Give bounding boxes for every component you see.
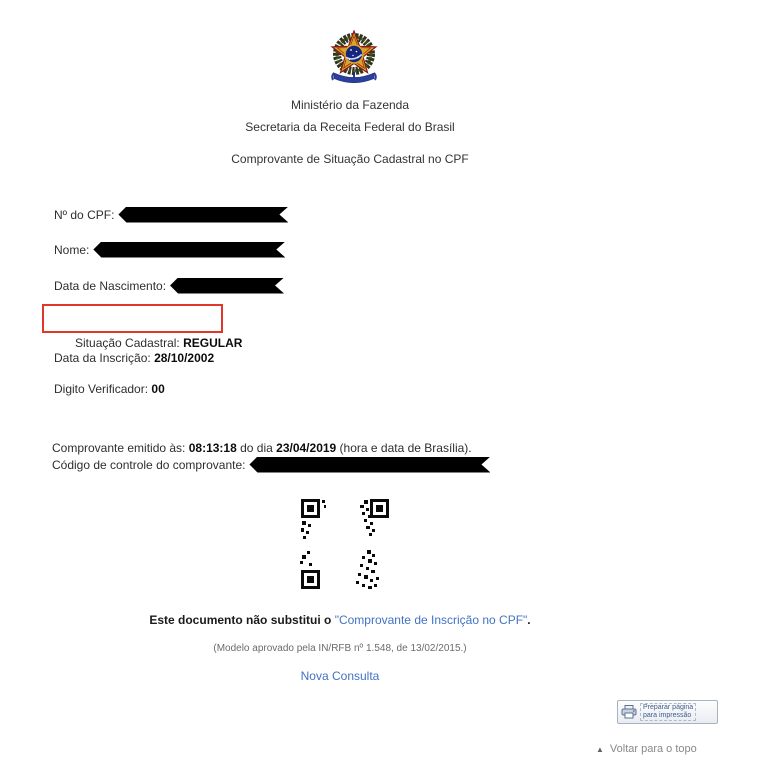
nome-label: Nome: <box>54 242 90 257</box>
field-data-nascimento <box>54 277 284 294</box>
emission-suffix: (hora e data de Brasília). <box>336 440 472 455</box>
qr-code <box>294 493 396 597</box>
nova-consulta-link[interactable]: Nova Consulta <box>300 669 380 683</box>
arrow-up-icon: ▲ <box>596 744 604 754</box>
situacao-label: Situação Cadastral: <box>75 336 184 350</box>
ministry-name: Ministério da Fazenda <box>290 98 410 112</box>
situacao-highlight-box <box>42 304 243 350</box>
inscricao-value: 28/10/2002 <box>154 350 215 365</box>
nascimento-redaction-bar <box>170 278 284 294</box>
secretariat-name: Secretaria da Receita Federal do Brasil <box>245 120 455 134</box>
nascimento-label: Data de Nascimento: <box>54 278 167 293</box>
field-data-inscricao <box>54 349 214 366</box>
field-digito-verificador <box>54 380 165 397</box>
emission-time: 08:13:18 <box>188 440 237 455</box>
emission-date: 23/04/2019 <box>276 440 337 455</box>
back-to-top-label: Voltar para o topo <box>609 743 697 755</box>
disclaimer-prefix: Este documento não substitui o <box>149 613 335 627</box>
model-approval-note: (Modelo aprovado pela IN/RFB nº 1.548, de 13/02/2015.) <box>213 643 467 654</box>
nova-consulta-line <box>0 669 680 683</box>
disclaimer-suffix: . <box>527 613 531 627</box>
printer-icon <box>621 705 637 719</box>
print-page-button[interactable] <box>617 700 718 724</box>
inscricao-label: Data da Inscrição: <box>54 350 155 365</box>
comprovante-inscricao-link[interactable]: "Comprovante de Inscrição no CPF" <box>334 613 528 627</box>
nome-redaction-bar <box>93 242 285 258</box>
field-nome <box>54 241 285 258</box>
field-cpf <box>54 206 288 223</box>
disclaimer-line <box>0 613 680 627</box>
situacao-value: REGULAR <box>183 336 243 350</box>
print-button-label: Preparar página para impressão <box>640 703 696 721</box>
digito-value: 00 <box>151 381 165 396</box>
emission-middle: do dia <box>236 440 277 455</box>
brazil-coat-of-arms-icon <box>329 30 379 88</box>
back-to-top-link[interactable] <box>596 743 697 755</box>
digito-label: Digito Verificador: <box>54 381 152 396</box>
emission-prefix: Comprovante emitido às: <box>52 440 189 455</box>
document-title: Comprovante de Situação Cadastral no CPF <box>231 152 469 166</box>
control-code-label: Código de controle do comprovante: <box>52 457 246 472</box>
control-code-line <box>52 456 490 473</box>
cpf-redaction-bar <box>118 207 288 223</box>
field-situacao-cadastral <box>55 306 242 381</box>
emission-line <box>52 439 472 456</box>
cpf-label: Nº do CPF: <box>54 207 115 222</box>
control-code-redaction-bar <box>249 457 490 473</box>
